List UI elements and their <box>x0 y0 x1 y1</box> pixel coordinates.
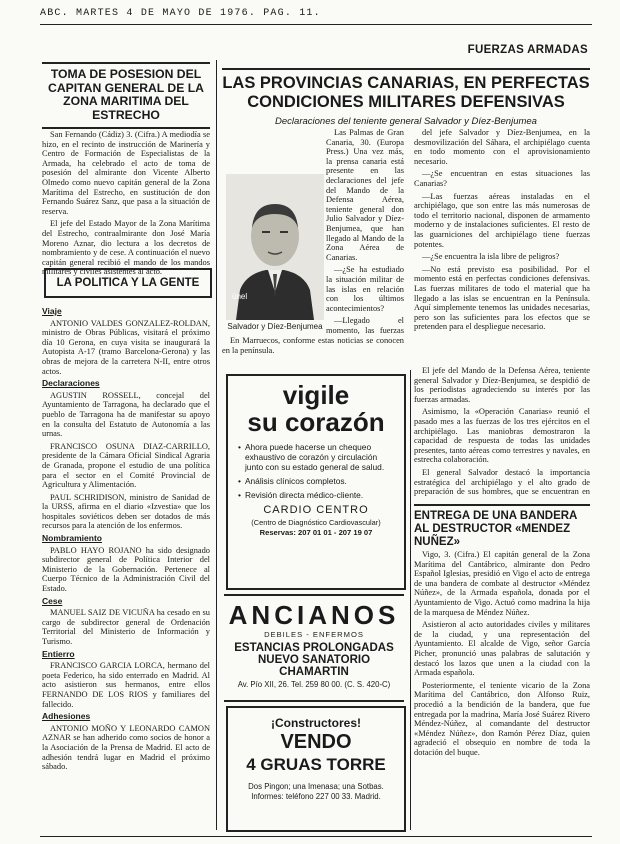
cardio-centro-logo: CARDIO CENTRO <box>263 504 369 516</box>
note-paragraph: FRANCISCO OSUNA DIAZ-CARRILLO, presidente de la Cámara Oficial Sindical Agraria de Granada, propone el estudio de una política para el sector en el Comité Provincial de Agricultura y Alimentación. <box>42 441 210 490</box>
toma-posesion-headline: TOMA DE POSESION DEL CAPITAN GENERAL DE LA ZONA MARITIMA DEL ESTRECHO <box>48 67 204 122</box>
article-paragraph: Las Palmas de Gran Canaria, 30. (Europa Press.) Una vez más, la prensa canaria está presente en las declaraciones del jefe del Mando de la Defensa Aérea, teniente general don Julio Salvador y Díez-Benjumea, que han llegado al Mando de la Zona Aérea de Canarias. <box>326 128 404 262</box>
article-paragraph: El general Salvador destacó la importancia estratégica del archipiélago y el alto grado de preparación de sus hombres, que se encuentran en <box>414 467 590 497</box>
ancianos-address: Av. Pío XII, 26. Tel. 259 80 00. (C. S. 420-C) <box>237 680 391 689</box>
bandera-headline: ENTREGA DE UNA BANDERA AL DESTRUCTOR «MENDEZ NUÑEZ» <box>414 510 577 548</box>
gruas-ad <box>226 706 406 832</box>
politica-gente-title: LA POLITICA Y LA GENTE <box>56 276 200 289</box>
politica-gente-box <box>44 268 212 298</box>
ad-vigile-title: vigile <box>282 380 350 410</box>
ad-bullet-text: Ahora puede hacerse un chequeo exhaustivo de corazón y circulación junto con su estado general de salud. <box>244 442 385 472</box>
article-paragraph: —Las fuerzas aéreas instaladas en el archipiélago, que son entre las más numerosas de todo el territorio nacional, disponen de armamento moderno y de instalaciones suficientes. El resto de las guarniciones del archipiélago tiene fuerzas potentes. <box>414 191 590 249</box>
ad-bullet-item <box>238 442 394 472</box>
gruas-details: Dos Pingon; una Imenasa; una Sotbas. Informes: teléfono 227 00 33. Madrid. <box>248 782 384 801</box>
note-paragraph: MANUEL SAIZ DE VICUÑA ha cesado en su cargo de subdirector general de Ordenación Territorial del Ministerio de Información y Turismo. <box>42 608 210 646</box>
article-paragraph: —¿Se encuentran en estas situaciones las Canarias? <box>414 169 590 188</box>
ad-bullet-text: Análisis clínicos completos. <box>244 476 347 486</box>
note-paragraph: PABLO HAYO ROJANO ha sido designado subdirector general de Política Interior del Ministerio de la Gobernación. Pertenece al Cuerpo Técnico de la Administración Civil del Estado. <box>42 545 210 594</box>
note-heading: Adhesiones <box>42 711 91 722</box>
photo-name-tag: ünel <box>232 292 248 301</box>
article-paragraph: Vigo, 3. (Cifra.) El capitán general de la Zona Marítima del Cantábrico, almirante don Pedro Español Iglesias, presidió en Vigo el acto de entrega de una bandera de combate al destructor «Méndez Núñez», de la Armada española, donada por el Ayuntamiento de Vigo. Actuó como madrina la hija de la marquesa de Méndez Núñez. <box>414 550 590 617</box>
article-paragraph: San Fernando (Cádiz) 3. (Cifra.) A mediodía se hizo, en el recinto de instrucción de Marinería y Centro de Formación de Especialistas de la Armada, ha celebrado el acto de toma de posesión del almirante don Vicente Alberto Olmedo como nuevo capitán general de la Zona Marítima del Estrecho, en sustitución de don Fernando Suárez Sanz, que pasa a la situación de reserva. <box>42 130 210 216</box>
ad-bullet-item <box>238 490 394 500</box>
main-article-col2 <box>414 128 590 364</box>
ad-bullet-text: Revisión directa médico-cliente. <box>244 490 364 500</box>
toma-posesion-headline-box <box>42 62 210 129</box>
note-heading: Viaje <box>42 306 62 316</box>
article-paragraph: —¿Se ha estudiado la situación militar de las islas en relación con los últimos acontecimientos? <box>326 265 404 313</box>
article-paragraph: En Marruecos, conforme estas noticias se conocen en la península. <box>222 336 404 355</box>
main-article-col1 <box>222 128 404 334</box>
ad-bullets <box>238 442 394 500</box>
bandera-article-body <box>414 550 590 832</box>
ancianos-subtitle: DEBILES - ENFERMOS <box>264 630 364 639</box>
article-paragraph: Asimismo, la «Operación Canarias» reunió el pasado mes a las fuerzas de los tres ejércitos en el archipiélago. Las maniobras demostraron la capacidad de respuesta de todas las unidades presentes, tanto aéreas como terrestres y navales, en estrecha colaboración. <box>414 407 590 465</box>
note-paragraph: ANTONIO VALDES GONZALEZ-ROLDAN, ministro de Obras Públicas, visitará el próximo día 10 Gerona, en cuya visita se inaugurará la Autopista A-17 (tramo Barcelona-Gerona) y las obras de mejora de la carretera N-II, entre otros actos. <box>42 318 210 376</box>
article-paragraph: del jefe Salvador y Díez-Benjumea, en la desmovilización del Sáhara, el archipiélago cuenta en todo momento con el aprovisionamiento necesario. <box>414 128 590 166</box>
note-paragraph: AGUSTIN ROSSELL, concejal del Ayuntamiento de Tarragona, ha declarado que el pueblo de Tarragona ha de manifestar su apoyo en la consulta del Estatuto de Autonomía a las urnas. <box>42 390 210 439</box>
column-divider-left <box>216 60 217 830</box>
bandera-headline-block <box>414 504 590 549</box>
gruas-vendo: VENDO <box>280 731 352 753</box>
top-rule <box>40 24 592 25</box>
cardio-centro-name: (Centro de Diagnóstico Cardiovascular) <box>251 518 381 527</box>
toma-posesion-article <box>42 130 210 280</box>
cardio-centro-ad <box>226 374 406 590</box>
article-paragraph: El jefe del Estado Mayor de la Zona Marítima del Estrecho, contraalmirante don José María Moreno Aznar, dio lectura a los decretos de nombramiento y de cese. A continuación el nuevo capitán general recibió el mando de los mandos militares y civiles asistentes al acto. <box>42 219 210 277</box>
bullet-icon: • <box>238 442 241 452</box>
politica-notes <box>42 304 210 834</box>
ancianos-line1: ESTANCIAS PROLONGADAS <box>234 642 394 654</box>
note-paragraph: ANTONIO MOÑO Y LEONARDO CAMON AZNAR se han adherido como socios de honor a la Asociación de la Prensa de Madrid. El acto de adhesión tendrá lugar en Madrid el próximo sábado. <box>42 723 210 772</box>
ad-corazon-title: su corazón <box>247 407 385 437</box>
article-paragraph: Posteriormente, el teniente vicario de la Zona Marítima del Cantábrico, don Alfonso Ruiz, procedió a la bendición de la bandera, que fue entregada por la madrina, María José Suárez Rivero Méndez-Núñez, al comandante del destructor «Méndez Núñez», don Ramón Pérez Díaz, quien agradeció el obsequio en nombre de toda la dotación del buque. <box>414 680 590 757</box>
photo-caption: Salvador y Díez-Benjumea <box>227 322 323 331</box>
ad-bullet-item <box>238 476 394 486</box>
main-headline-block <box>222 68 590 127</box>
main-headline: LAS PROVINCIAS CANARIAS, EN PERFECTAS CONDICIONES MILITARES DEFENSIVAS <box>222 74 590 111</box>
note-heading: Declaraciones <box>42 378 100 389</box>
ancianos-line2: NUEVO SANATORIO CHAMARTIN <box>257 654 371 678</box>
bottom-rule <box>40 836 592 837</box>
photo-float-spacer <box>222 128 326 328</box>
page-header-line: ABC. MARTES 4 DE MAYO DE 1976. PAG. 11. <box>40 8 321 19</box>
section-label: FUERZAS ARMADAS <box>467 44 588 56</box>
main-article-col2-continued <box>414 366 590 498</box>
article-paragraph: —Llegado el momento, las fuerzas <box>326 316 404 334</box>
cardio-centro-phones: Reservas: 207 01 01 - 207 19 07 <box>259 528 373 537</box>
bullet-icon: • <box>238 490 241 500</box>
note-heading: Nombramiento <box>42 533 102 544</box>
ancianos-ad <box>224 594 404 702</box>
article-paragraph: Asistieron al acto autoridades civiles y militares de la ciudad, y una representación del Ayuntamiento. El alcalde de Vigo, señor García Picher, pronunció unas palabras de salutación y destacó los lazos que unen a la ciudad con la Armada española. <box>414 620 590 678</box>
bullet-icon: • <box>238 476 241 486</box>
gruas-line3: 4 GRUAS TORRE <box>246 755 386 774</box>
note-paragraph: FRANCISCO GARCIA LORCA, hermano del poeta Federico, ha sido enterrado en Madrid. Al acto asistieron sus hermanos, entre ellos FERNANDO DE LOS RIOS y familiares del fallecido. <box>42 661 210 709</box>
gruas-line1: ¡Constructores! <box>270 716 361 730</box>
article-paragraph: —No está previsto esa posibilidad. Por el momento está en perfectas condiciones defensivas. Las fuerzas militares de todo el material que ha llegado a las islas se encuentran en la Península. Aquí simplemente tenemos las unidades necesarias, pero son las suficientes para los efectos que se pretenden para el despliegue necesario. <box>414 264 590 332</box>
ancianos-title: ANCIANOS <box>228 600 400 630</box>
main-deck: Declaraciones del teniente general Salvador y Díez-Benjumea <box>275 115 537 127</box>
note-paragraph: PAUL SCHRIDISON, ministro de Sanidad de la URSS, afirma en el diario «Izvestia» que los hospitales soviéticos deben ser dotados de más recursos para la atención de los enfermos. <box>42 492 210 531</box>
article-paragraph: —¿Se encuentra la isla libre de peligros? <box>422 252 560 262</box>
article-paragraph: El jefe del Mando de la Defensa Aérea, teniente general Salvador y Díez-Benjumea, se despidió de los periodistas agradeciendo su interés por las fuerzas armadas. <box>414 366 590 404</box>
note-heading: Cese <box>42 595 63 606</box>
main-article-col1-bottom <box>222 336 404 366</box>
note-heading: Entierro <box>42 648 75 659</box>
column-divider-right <box>410 370 411 830</box>
